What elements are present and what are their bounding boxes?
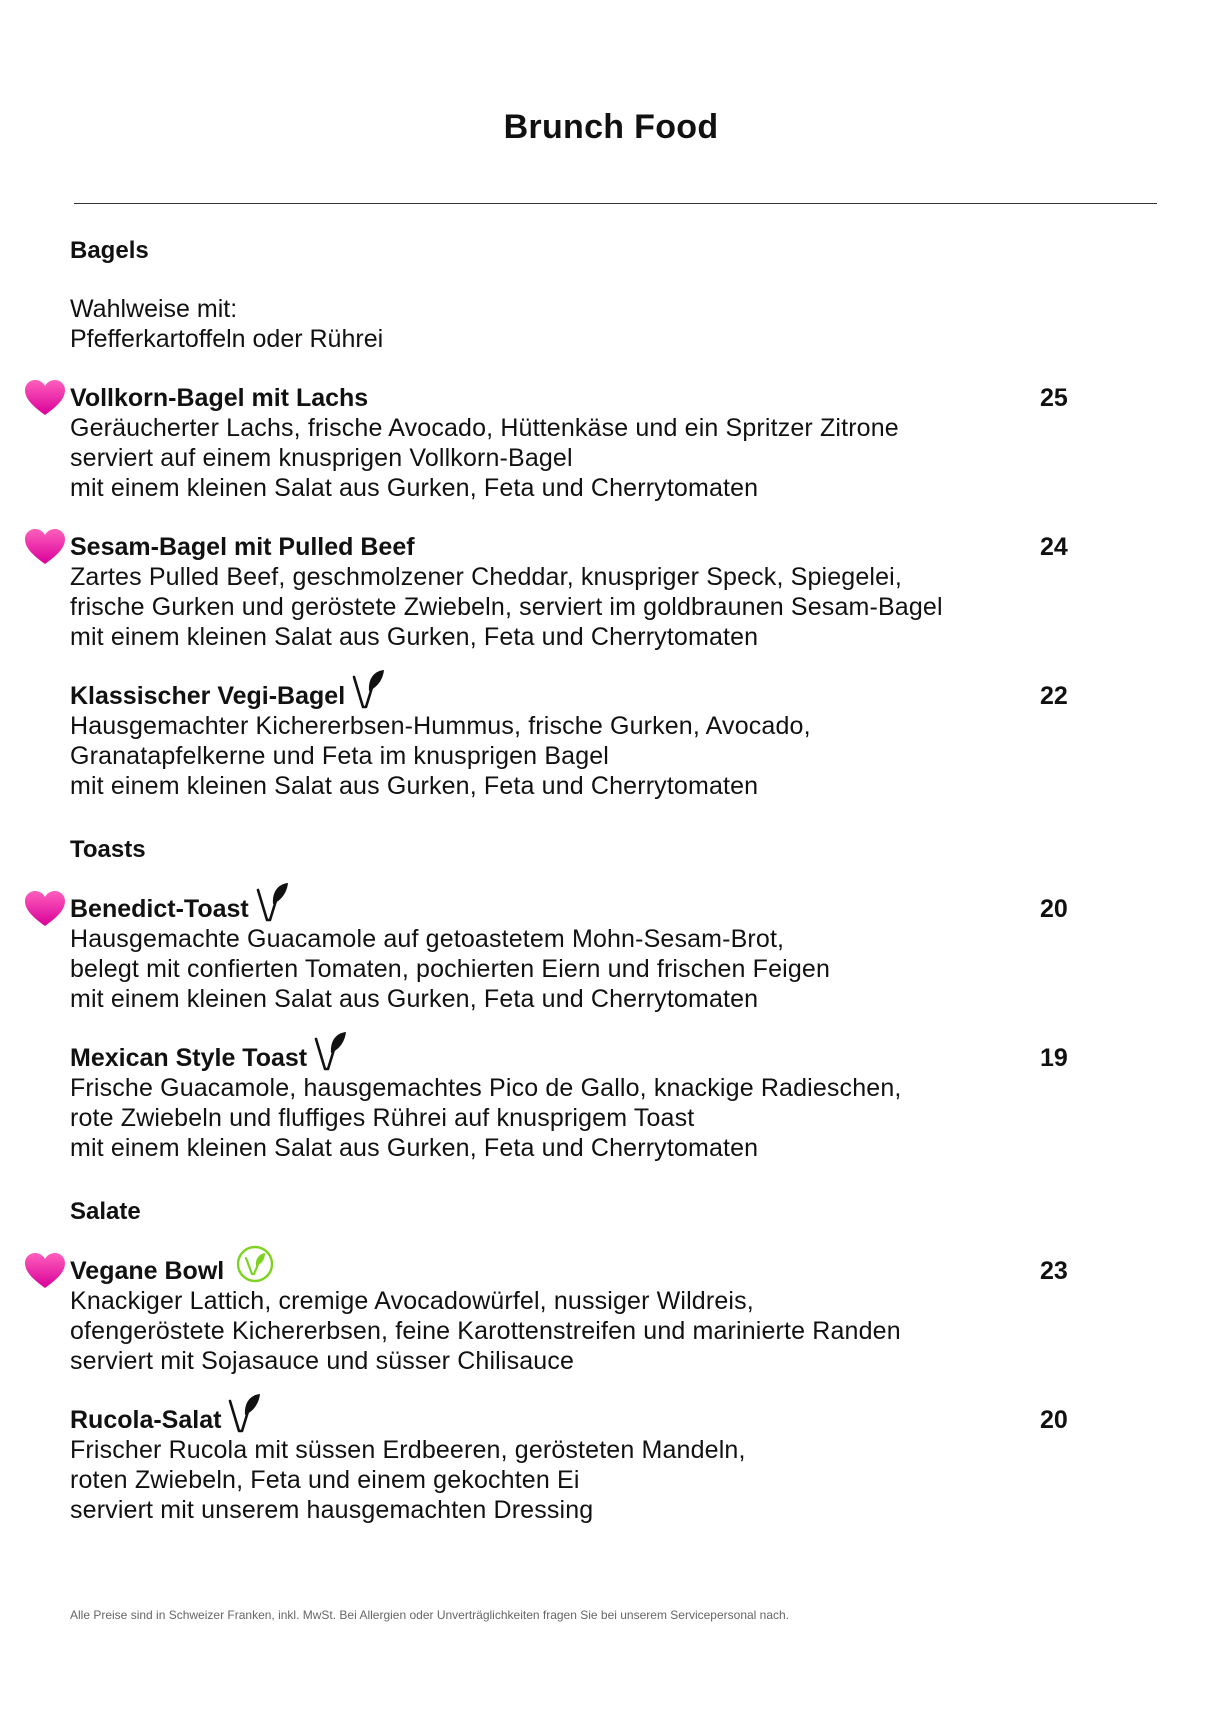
item-name: Vollkorn-Bagel mit Lachs	[70, 384, 369, 412]
description-line: Frischer Rucola mit süssen Erdbeeren, gerösteten Mandeln,	[70, 1436, 746, 1464]
item-description	[70, 924, 1080, 1014]
item-description	[70, 711, 1080, 801]
intro-line: Pfefferkartoffeln oder Rührei	[70, 325, 384, 353]
menu-item	[70, 1405, 1080, 1525]
item-price: 22	[1040, 682, 1068, 710]
vegetarian-leaf-icon	[254, 880, 290, 924]
item-price: 20	[1040, 895, 1068, 923]
description-line: ofengeröstete Kichererbsen, feine Karottenstreifen und marinierte Randen	[70, 1317, 901, 1345]
description-line: Geräucherter Lachs, frische Avocado, Hüttenkäse und ein Spritzer Zitrone	[70, 414, 899, 442]
menu-item	[70, 894, 1080, 1014]
description-line: roten Zwiebeln, Feta und einem gekochten Ei	[70, 1466, 580, 1494]
section-toasts	[70, 835, 1080, 1163]
item-name: Klassischer Vegi-Bagel	[70, 682, 346, 710]
item-name: Benedict-Toast	[70, 895, 249, 923]
item-description	[70, 1286, 1080, 1376]
menu-item	[70, 681, 1080, 801]
description-line: mit einem kleinen Salat aus Gurken, Feta und Cherrytomaten	[70, 985, 759, 1013]
description-line: mit einem kleinen Salat aus Gurken, Feta und Cherrytomaten	[70, 474, 759, 502]
section-intro	[70, 294, 1080, 354]
description-line: serviert mit unserem hausgemachten Dressing	[70, 1496, 594, 1524]
item-price: 19	[1040, 1044, 1068, 1072]
description-line: Hausgemachter Kichererbsen-Hummus, frische Gurken, Avocado,	[70, 712, 811, 740]
title-divider	[74, 203, 1157, 204]
section-title: Salate	[70, 1198, 141, 1225]
item-name: Rucola-Salat	[70, 1406, 222, 1434]
item-price: 23	[1040, 1257, 1068, 1285]
heart-icon	[23, 889, 67, 929]
section-title: Toasts	[70, 836, 146, 863]
menu-item	[70, 1043, 1080, 1163]
item-price: 25	[1040, 384, 1068, 412]
vegetarian-leaf-icon	[312, 1029, 348, 1073]
description-line: serviert auf einem knusprigen Vollkorn-Bagel	[70, 444, 573, 472]
vegetarian-leaf-icon	[350, 667, 386, 711]
section-title: Bagels	[70, 237, 149, 264]
description-line: Hausgemachte Guacamole auf getoastetem Mohn-Sesam-Brot,	[70, 925, 785, 953]
item-name: Vegane Bowl	[70, 1257, 225, 1285]
item-price: 20	[1040, 1406, 1068, 1434]
item-name: Mexican Style Toast	[70, 1044, 308, 1072]
item-description	[70, 1073, 1080, 1163]
heart-icon	[23, 1251, 67, 1291]
item-description	[70, 413, 1080, 503]
description-line: serviert mit Sojasauce und süsser Chilisauce	[70, 1347, 575, 1375]
menu-item	[70, 1256, 1080, 1376]
item-description	[70, 562, 1080, 652]
vegetarian-leaf-icon	[226, 1391, 262, 1435]
page-title: Brunch Food	[503, 108, 719, 146]
description-line: Zartes Pulled Beef, geschmolzener Cheddar, knuspriger Speck, Spiegelei,	[70, 563, 902, 591]
item-description	[70, 1435, 1080, 1525]
price-footnote: Alle Preise sind in Schweizer Franken, inkl. MwSt. Bei Allergien oder Unverträglichkeiten fragen Sie bei unserem Servicepersonal nach.	[70, 1608, 790, 1622]
description-line: Knackiger Lattich, cremige Avocadowürfel, nussiger Wildreis,	[70, 1287, 754, 1315]
description-line: Granatapfelkerne und Feta im knusprigen Bagel	[70, 742, 610, 770]
description-line: frische Gurken und geröstete Zwiebeln, serviert im goldbraunen Sesam-Bagel	[70, 593, 943, 621]
menu-item	[70, 532, 1080, 652]
section-salate	[70, 1197, 1080, 1525]
heart-icon	[23, 527, 67, 567]
heart-icon	[23, 378, 67, 418]
menu-item	[70, 383, 1080, 503]
menu-content	[70, 236, 1080, 1525]
description-line: mit einem kleinen Salat aus Gurken, Feta und Cherrytomaten	[70, 623, 759, 651]
description-line: mit einem kleinen Salat aus Gurken, Feta und Cherrytomaten	[70, 772, 759, 800]
section-bagels	[70, 236, 1080, 801]
description-line: belegt mit confierten Tomaten, pochierten Eiern und frischen Feigen	[70, 955, 831, 983]
description-line: Frische Guacamole, hausgemachtes Pico de Gallo, knackige Radieschen,	[70, 1074, 902, 1102]
description-line: mit einem kleinen Salat aus Gurken, Feta und Cherrytomaten	[70, 1134, 759, 1162]
item-name: Sesam-Bagel mit Pulled Beef	[70, 533, 415, 561]
description-line: rote Zwiebeln und fluffiges Rührei auf knusprigem Toast	[70, 1104, 695, 1132]
item-price: 24	[1040, 533, 1068, 561]
vegan-circle-icon	[235, 1244, 275, 1284]
intro-line: Wahlweise mit:	[70, 295, 238, 323]
